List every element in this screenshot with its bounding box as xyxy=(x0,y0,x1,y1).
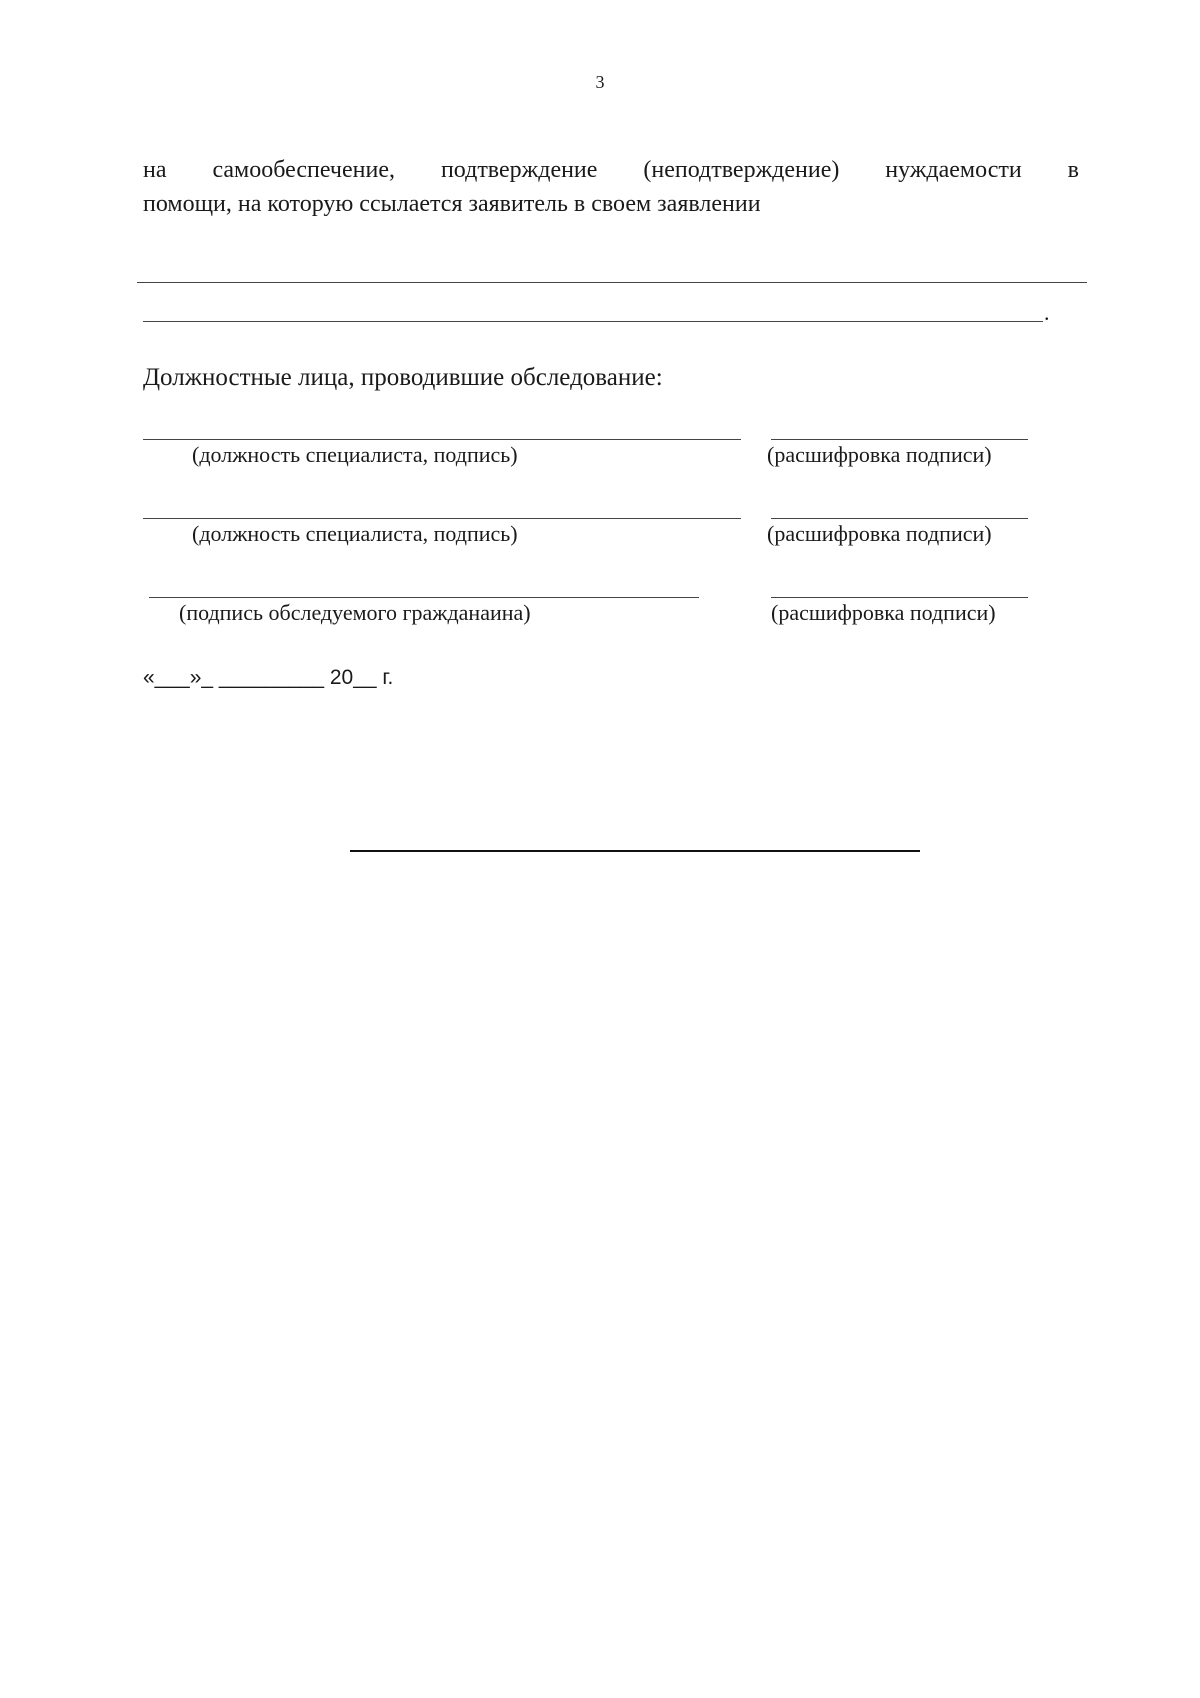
paragraph-line-2: помощи, на которую ссылается заявитель в своем заявлении xyxy=(143,191,761,217)
closing-separator-line xyxy=(350,850,920,852)
signature-line-left-3 xyxy=(149,597,699,598)
signature-caption-right-3: (расшифровка подписи) xyxy=(771,600,996,625)
signature-line-left-2 xyxy=(143,518,741,519)
signature-line-right-1 xyxy=(771,439,1028,440)
signature-line-right-3 xyxy=(771,597,1028,598)
blank-line-end-mark: . xyxy=(1044,300,1050,325)
signature-caption-right-1: (расшифровка подписи) xyxy=(767,442,992,467)
paragraph-line-1: на самообеспечение, подтверждение (неподтверждение) нуждаемости в xyxy=(143,157,1079,183)
signature-caption-right-2: (расшифровка подписи) xyxy=(767,521,992,546)
signature-caption-left-3: (подпись обследуемого гражданаина) xyxy=(179,600,531,625)
signature-caption-left-2: (должность специалиста, подпись) xyxy=(192,521,518,546)
signature-line-left-1 xyxy=(143,439,741,440)
date-line: «___»_ _________ 20__ г. xyxy=(143,666,394,689)
officials-title: Должностные лица, проводившие обследование: xyxy=(143,364,663,391)
signature-line-right-2 xyxy=(771,518,1028,519)
page-number: 3 xyxy=(595,72,605,92)
blank-line-1 xyxy=(137,282,1087,283)
blank-line-2 xyxy=(143,321,1043,322)
signature-caption-left-1: (должность специалиста, подпись) xyxy=(192,442,518,467)
